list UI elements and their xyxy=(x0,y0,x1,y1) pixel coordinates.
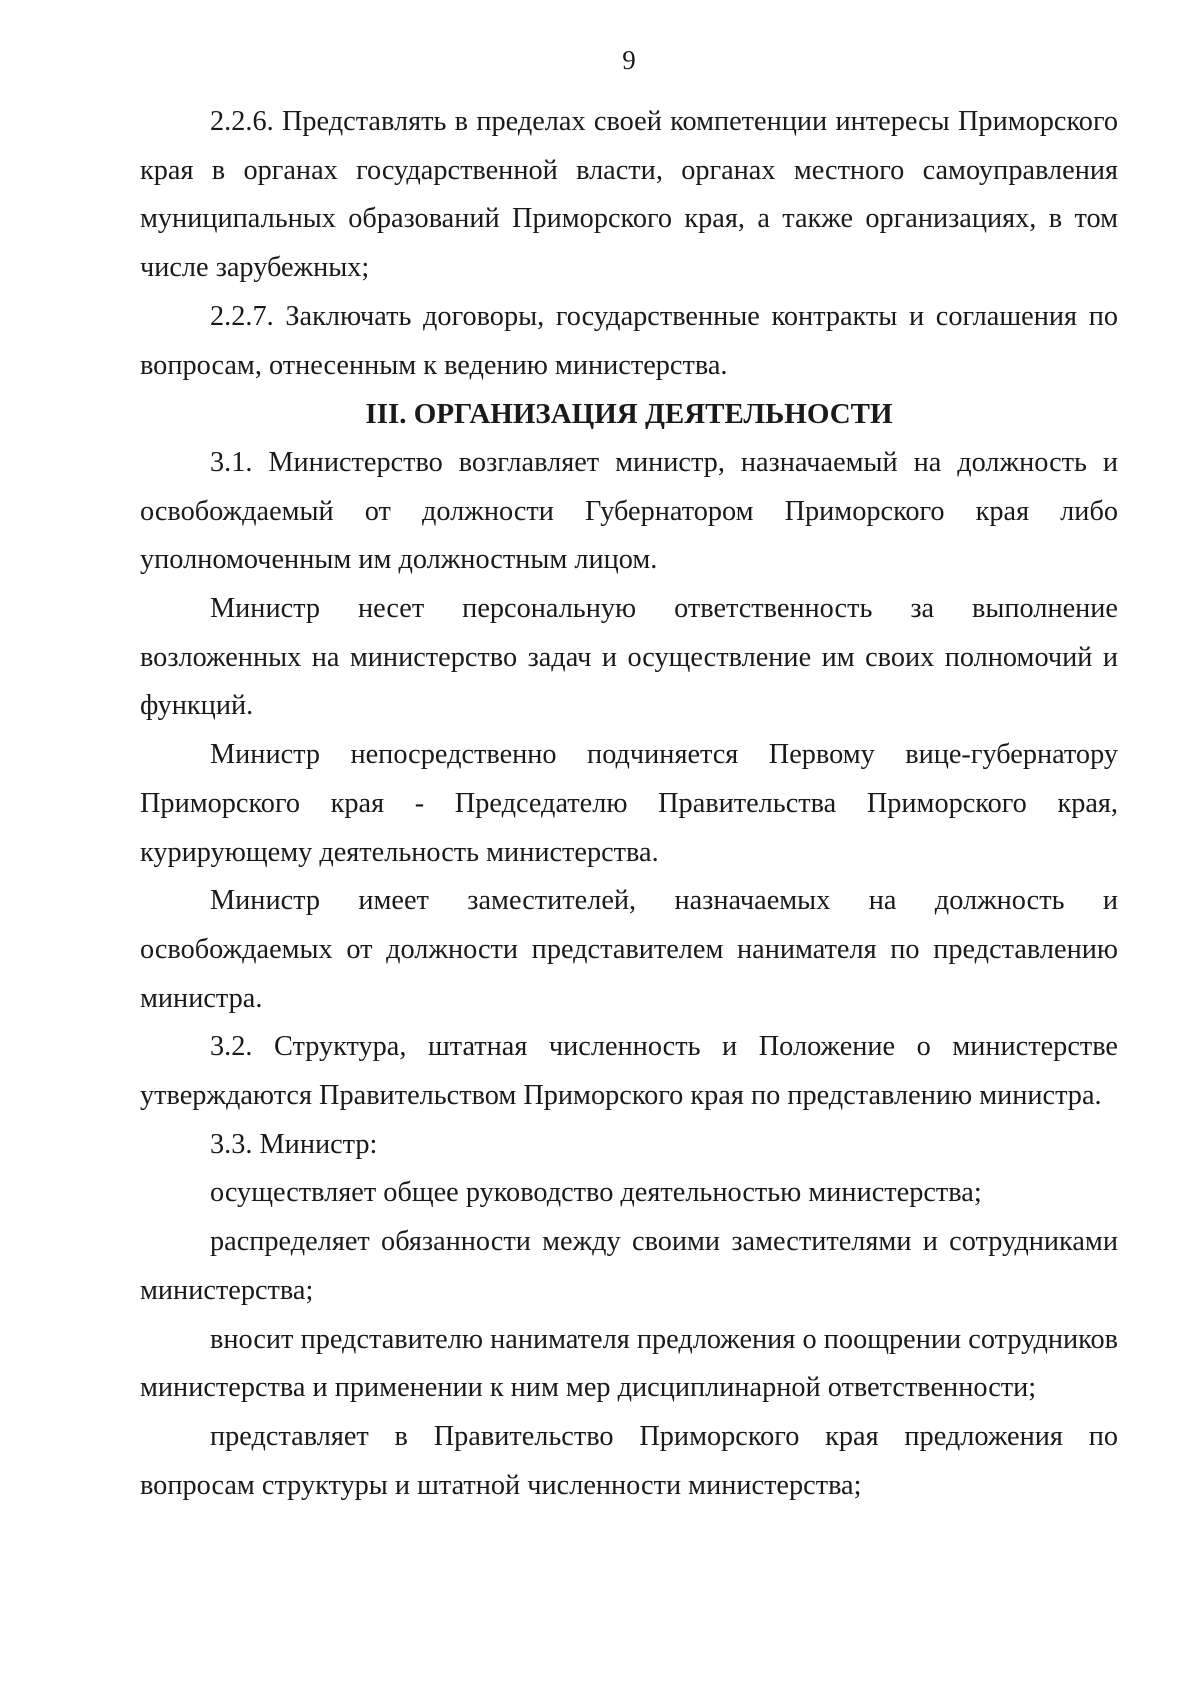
page-number: 9 xyxy=(622,45,636,75)
paragraph-minister-deputies: Министр имеет заместителей, назначаемых на должность и освобождаемых от должности представителем нанимателя по представлению министра. xyxy=(140,885,1118,1014)
paragraph-minister-responsibility: Министр несет персональную ответственность за выполнение возложенных на министерство задач и осуществление им своих полномочий и функций. xyxy=(140,593,1118,722)
list-item-submits-proposals: вносит представителю нанимателя предложения о поощрении сотрудников министерства и применении к ним мер дисциплинарной ответственности; xyxy=(140,1323,1118,1404)
document-body xyxy=(140,98,1118,1510)
paragraph-2-2-6: 2.2.6. Представлять в пределах своей компетенции интересы Приморского края в органах государственной власти, органах местного самоуправления муниципальных образований Приморского края, а также организациях, в том числе зарубежных; xyxy=(140,106,1118,284)
paragraph-3-3: 3.3. Министр: xyxy=(210,1128,378,1160)
list-item-general-management: осуществляет общее руководство деятельностью министерства; xyxy=(210,1177,982,1209)
paragraph-3-1: 3.1. Министерство возглавляет министр, назначаемый на должность и освобождаемый от должности Губернатором Приморского края либо уполномоченным им должностным лицом. xyxy=(140,446,1118,576)
list-item-represents-to-government: представляет в Правительство Приморского края предложения по вопросам структуры и штатной численности министерства; xyxy=(140,1420,1118,1501)
paragraph-minister-subordination: Министр непосредственно подчиняется Первому вице-губернатору Приморского края - Председателю Правительства Приморского края, курирующему деятельность министерства. xyxy=(140,739,1118,868)
paragraph-2-2-7: 2.2.7. Заключать договоры, государственные контракты и соглашения по вопросам, отнесенным к ведению министерства. xyxy=(140,300,1118,381)
list-item-distributes-duties: распределяет обязанности между своими заместителями и сотрудниками министерства; xyxy=(140,1226,1118,1306)
paragraph-3-2: 3.2. Структура, штатная численность и Положение о министерстве утверждаются Правительством Приморского края по представлению министра. xyxy=(140,1031,1118,1112)
section-heading: III. ОРГАНИЗАЦИЯ ДЕЯТЕЛЬНОСТИ xyxy=(365,398,893,431)
